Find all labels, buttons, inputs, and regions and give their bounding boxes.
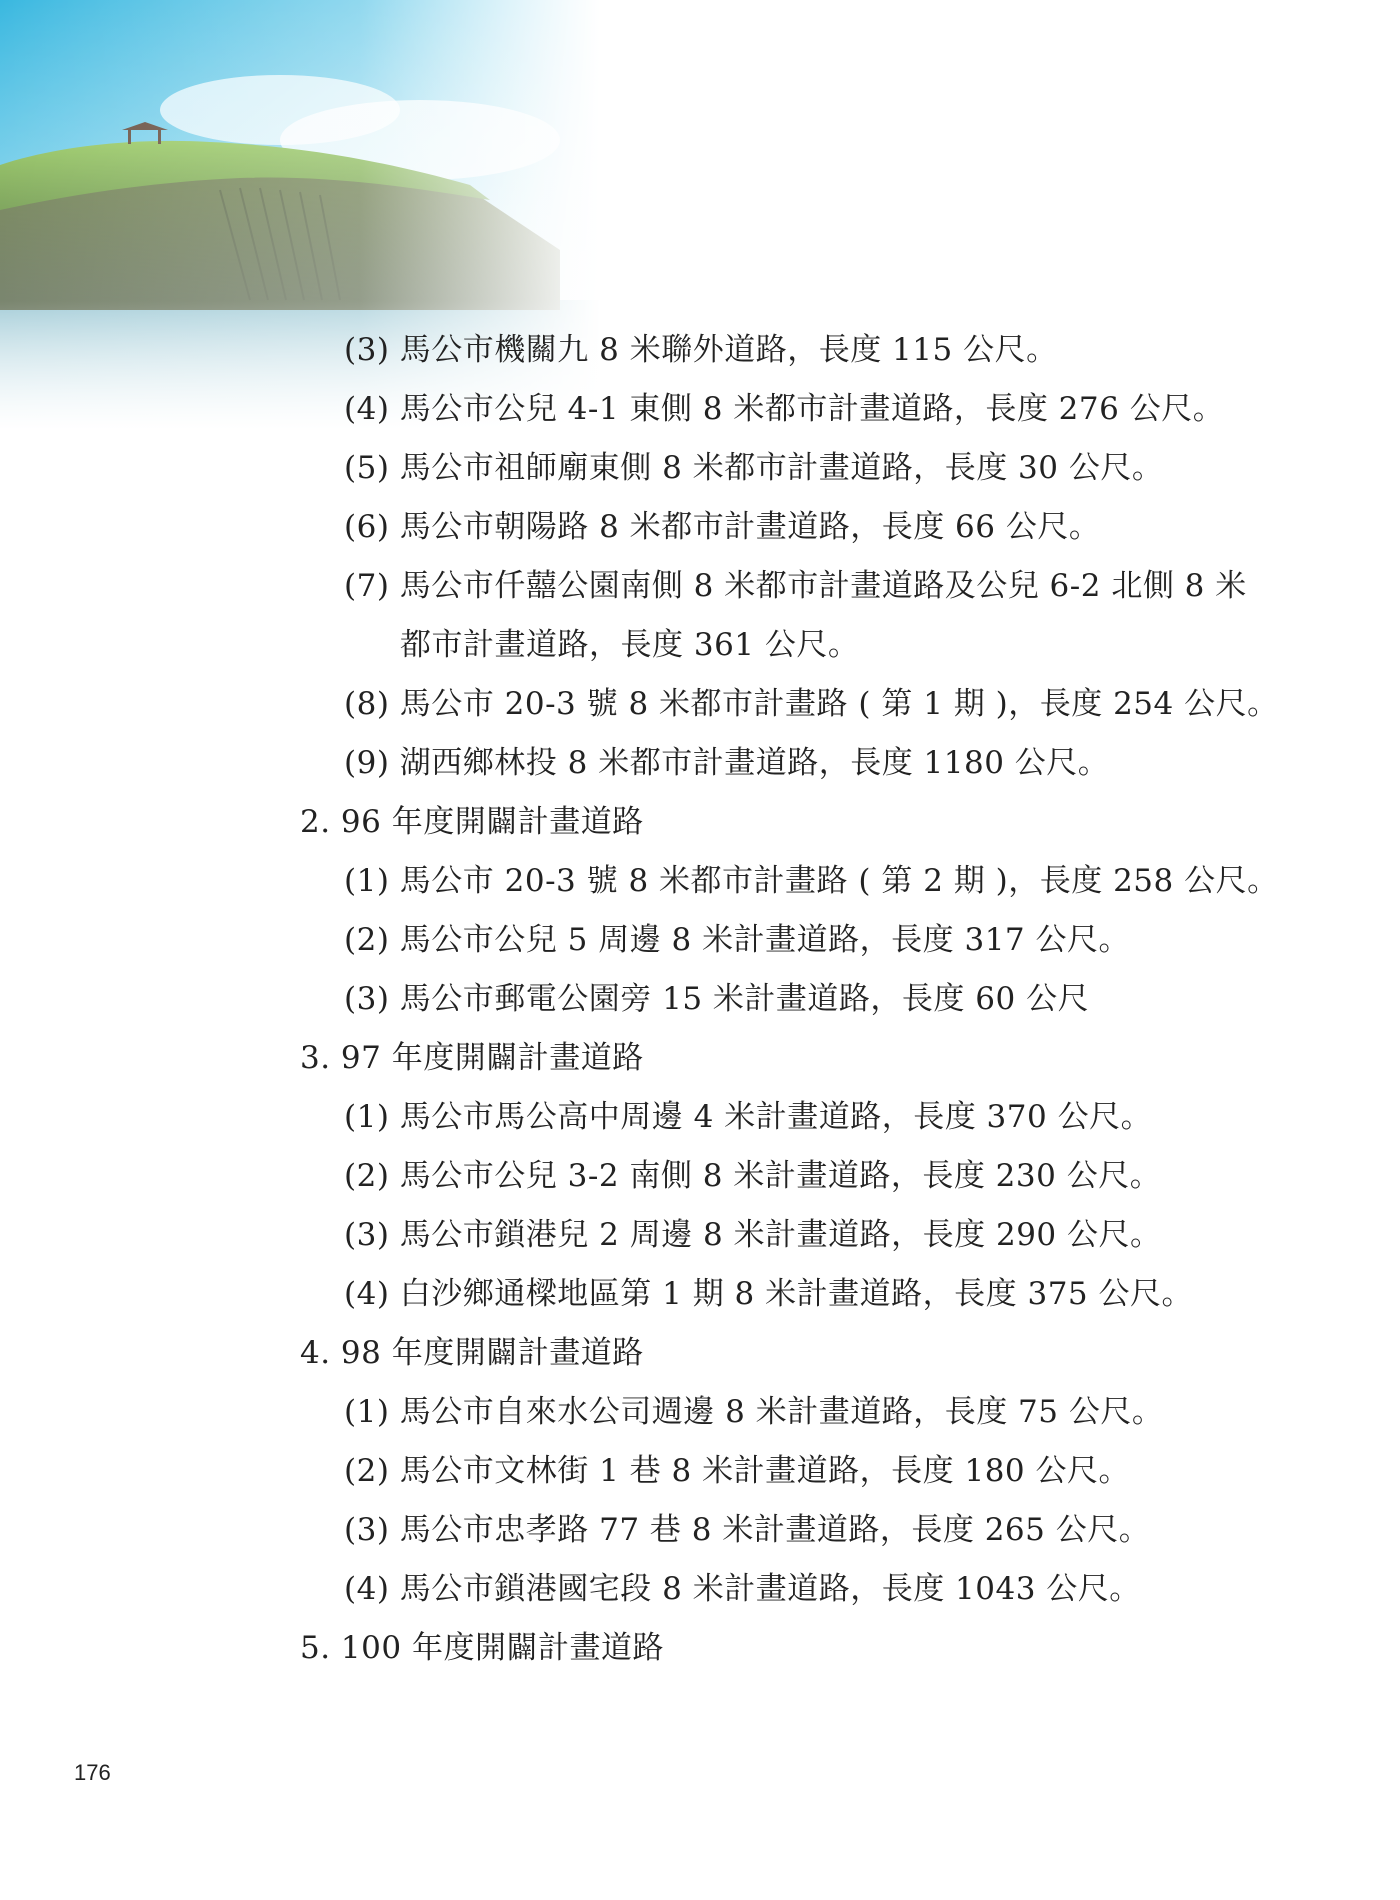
list-item: (1) 馬公市自來水公司週邊 8 米計畫道路，長度 75 公尺。 [344,1394,1164,1430]
section-heading: 4. 98 年度開闢計畫道路 [300,1335,644,1371]
list-item: (6) 馬公市朝陽路 8 米都市計畫道路，長度 66 公尺。 [344,509,1101,545]
list-item: (4) 白沙鄉通樑地區第 1 期 8 米計畫道路，長度 375 公尺。 [344,1276,1194,1312]
list-item: (3) 馬公市機關九 8 米聯外道路，長度 115 公尺。 [344,332,1058,368]
section-heading: 2. 96 年度開闢計畫道路 [300,804,644,840]
list-item: (2) 馬公市文林街 1 巷 8 米計畫道路，長度 180 公尺。 [344,1453,1131,1489]
list-item: (8) 馬公市 20-3 號 8 米都市計畫路 ( 第 1 期 )，長度 254 公尺。 [344,686,1279,722]
section-heading: 5. 100 年度開闢計畫道路 [300,1630,664,1666]
list-item: (4) 馬公市公兒 4-1 東側 8 米都市計畫道路，長度 276 公尺。 [344,391,1225,427]
list-item: (1) 馬公市 20-3 號 8 米都市計畫路 ( 第 2 期 )，長度 258 公尺。 [344,863,1279,899]
list-item: (5) 馬公市祖師廟東側 8 米都市計畫道路，長度 30 公尺。 [344,450,1164,486]
page-number: 176 [74,1760,111,1785]
list-item: (3) 馬公市忠孝路 77 巷 8 米計畫道路，長度 265 公尺。 [344,1512,1151,1548]
list-item: (3) 馬公市郵電公園旁 15 米計畫道路，長度 60 公尺 [344,981,1090,1017]
list-item: (9) 湖西鄉林投 8 米都市計畫道路，長度 1180 公尺。 [344,745,1110,781]
list-item: (7) 馬公市仟囍公園南側 8 米都市計畫道路及公兒 6-2 北側 8 米 [344,568,1247,604]
list-item: (3) 馬公市鎖港兒 2 周邊 8 米計畫道路，長度 290 公尺。 [344,1217,1162,1253]
list-item: (4) 馬公市鎖港國宅段 8 米計畫道路，長度 1043 公尺。 [344,1571,1141,1607]
list-item: (2) 馬公市公兒 5 周邊 8 米計畫道路，長度 317 公尺。 [344,922,1131,958]
section-heading: 3. 97 年度開闢計畫道路 [300,1040,644,1076]
list-item-continuation: 都市計畫道路，長度 361 公尺。 [400,627,860,663]
list-item: (2) 馬公市公兒 3-2 南側 8 米計畫道路，長度 230 公尺。 [344,1158,1162,1194]
list-item: (1) 馬公市馬公高中周邊 4 米計畫道路，長度 370 公尺。 [344,1099,1153,1135]
